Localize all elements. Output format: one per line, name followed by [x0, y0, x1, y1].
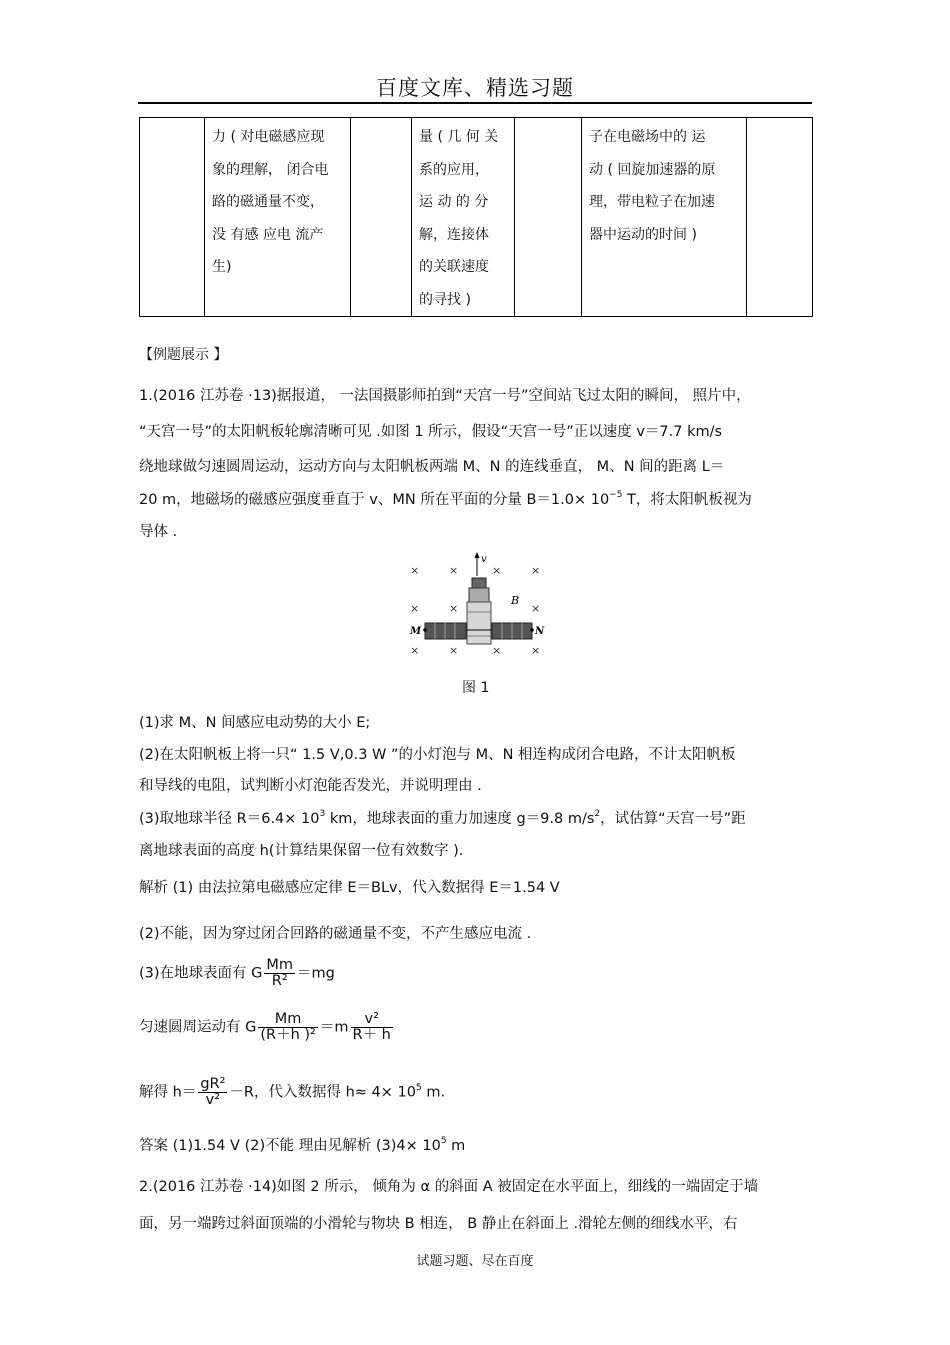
b-label: B: [511, 594, 520, 607]
problem1-line: 导体 .: [139, 524, 178, 540]
field-cross: ×: [410, 644, 420, 657]
point-n: [530, 628, 534, 632]
point-m: [423, 628, 427, 632]
section-title: 【例题展示 】: [139, 347, 228, 363]
table-cell-empty: [515, 118, 582, 317]
field-cross: ×: [449, 644, 459, 657]
satellite-module: [469, 588, 489, 602]
table-cell-topic-2: 量 ( 几 何 关 系的应用， 运 动 的 分 解，连接体 的关联速度 的寻找 ): [412, 118, 515, 317]
summary-table: [139, 117, 813, 317]
answer-line: 答案 (1)1.54 V (2)不能 理由见解析 $(3)4\times 10^5$ m: [139, 1136, 466, 1154]
table-cell-empty: [747, 118, 813, 317]
field-cross: ×: [449, 602, 459, 615]
satellite-top: [472, 578, 486, 588]
field-cross: ×: [410, 602, 420, 615]
problem2-line: 2.(2016 江苏卷 ·14)如图 2 所示， 倾角为 α 的斜面 A 被固定在水平面上，细线的一端固定于墙: [139, 1179, 759, 1195]
problem1-line: 绕地球做匀速圆周运动，运动方向与太阳帆板两端 M、N 的连线垂直， M、N 间的距离 L＝: [139, 459, 725, 475]
field-cross: ×: [449, 564, 459, 577]
solution-3: (3)在地球表面有 G $\frac{Mm}{\text{R²}}$ ＝mg: [139, 957, 335, 989]
table-cell-empty: [140, 118, 205, 317]
table-cell-empty: [351, 118, 412, 317]
problem1-line: 20 m，地磁场的磁感应强度垂直于 v、MN 所在平面的分量 $B=1.0\times 10^{-5}$ T，将太阳帆板视为: [139, 490, 752, 508]
page-footer: 试题习题、尽在百度: [416, 1254, 534, 1269]
table-cell-topic-3: 子在电磁场中的 运 动 ( 回旋加速器的原 理，带电粒子在加速 器中运动的时间 ): [582, 118, 747, 317]
field-cross: ×: [492, 564, 502, 577]
m-label: M: [410, 626, 422, 637]
v-label: v: [481, 554, 487, 565]
problem1-line: “天宫一号”的太阳帆板轮廓清晰可见 .如图 1 所示，假设“天宫一号”正以速度 v＝7.7 km/s: [139, 424, 723, 440]
field-cross: ×: [492, 644, 502, 657]
question-3: (3)取地球半径 $R=6.4\times 10^3$ km，地球表面的重力加速度 g＝9.8 $m/s^2$，试估算“天宫一号”距: [139, 809, 746, 827]
question-2: (2)在太阳帆板上将一只“ 1.5 V,0.3 W ”的小灯泡与 M、N 相连构成闭合电路，不计太阳帆板: [139, 747, 736, 763]
question-2-cont: 和导线的电阻，试判断小灯泡能否发光，并说明理由 .: [139, 778, 482, 794]
problem2-line: 面，另一端跨过斜面顶端的小滑轮与物块 B 相连， B 静止在斜面上 .滑轮左侧的细线水平，右: [139, 1216, 738, 1232]
problem1-line: 1.(2016 江苏卷 ·13)据报道， 一法国摄影师拍到“天宫一号”空间站飞过太阳的瞬间， 照片中，: [139, 388, 751, 404]
question-1: (1)求 M、N 间感应电动势的大小 E;: [139, 715, 371, 731]
question-3-cont: 离地球表面的高度 h(计算结果保留一位有效数字 ).: [139, 843, 464, 859]
velocity-arrowhead: [475, 552, 480, 558]
solution-5: 解得 h＝ $\frac{\text{gR²}}{\text{v²}}$ －R，代入数据得 $h\approx 4\times 10^5$ m.: [139, 1076, 446, 1108]
figure-caption: 图 1: [462, 680, 490, 696]
satellite-body: [467, 602, 491, 644]
header-rule: [138, 102, 812, 104]
field-cross: ×: [531, 564, 541, 577]
n-label: N: [535, 626, 545, 637]
page-title: 百度文库、精选习题: [376, 76, 574, 100]
figure-satellite: [400, 550, 550, 660]
solution-2: (2)不能，因为穿过闭合回路的磁通量不变，不产生感应电流 .: [139, 926, 532, 942]
solution-1: 解析 (1) 由法拉第电磁感应定律 E＝BLv，代入数据得 E＝1.54 V: [139, 880, 560, 896]
field-cross: ×: [531, 644, 541, 657]
field-cross: ×: [531, 602, 541, 615]
solution-4: 匀速圆周运动有 G $\frac{Mm}{\text{(R＋h )²}}$ ＝m $\frac{\text{v²}}{R+ h}$: [139, 1011, 391, 1043]
field-cross: ×: [410, 564, 420, 577]
table-cell-topic-1: 力 ( 对电磁感应现 象的理解， 闭合电 路的磁通量不变， 没 有感 应电 流产 生): [205, 118, 351, 317]
